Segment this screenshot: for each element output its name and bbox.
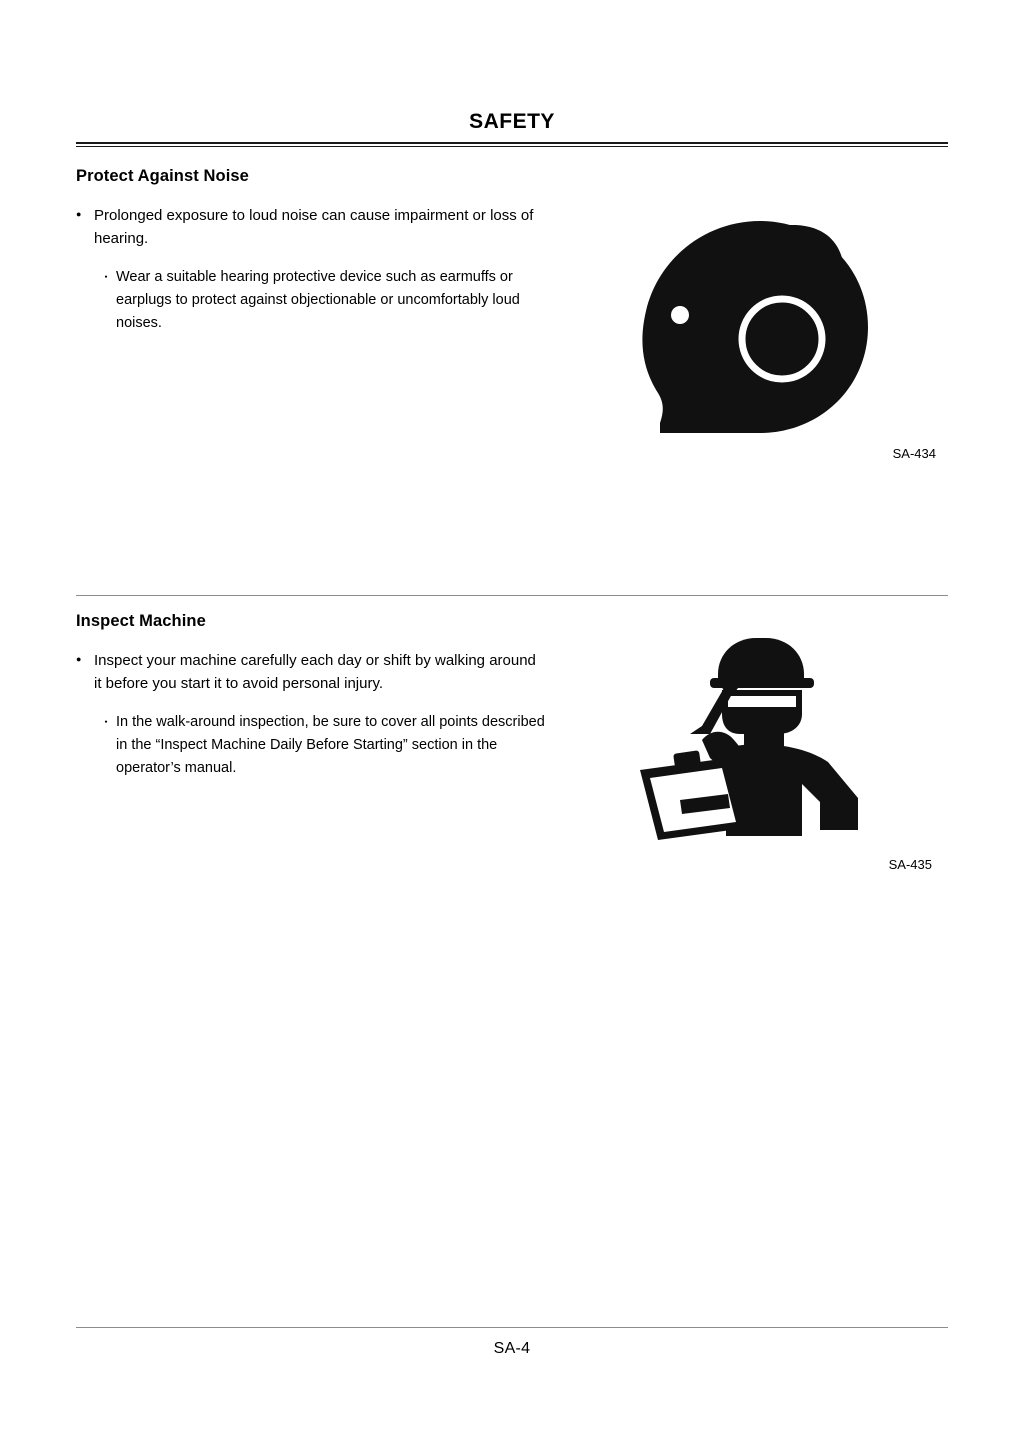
- section-protect-against-noise: [76, 167, 948, 595]
- header-divider: [76, 142, 948, 147]
- head-with-ear-protection-icon: [610, 211, 910, 441]
- sub-bullet-text: Wear a suitable hearing protective device such as earmuffs or earplugs to protect against objectionable or uncomfortably loud noises.: [116, 269, 520, 331]
- figure-inspect-machine: [576, 622, 936, 872]
- figure-caption: SA-435: [888, 857, 932, 872]
- bullet-dot-icon: [76, 649, 94, 673]
- worker-with-clipboard-icon: [606, 622, 906, 852]
- section-title: Protect Against Noise: [76, 167, 249, 185]
- page-number: SA-4: [493, 1340, 531, 1357]
- section-divider: [76, 595, 948, 596]
- page-footer: [76, 1327, 948, 1358]
- sub-bullet-text: In the walk-around inspection, be sure to cover all points described in the “Inspect Machine Daily Before Starting” section in the operator’s manual.: [116, 714, 545, 776]
- bullet-dot-icon: [76, 204, 94, 228]
- section-text-column: [76, 204, 546, 335]
- figure-caption: SA-434: [892, 446, 936, 461]
- bullet-text: Prolonged exposure to loud noise can cause impairment or loss of hearing.: [94, 207, 534, 247]
- list-item: [100, 711, 546, 780]
- section-text-column: [76, 649, 546, 780]
- sub-bullet-dot-icon: [100, 266, 116, 290]
- list-item: [76, 649, 546, 695]
- list-item: [100, 266, 546, 335]
- page-title: SAFETY: [469, 110, 555, 133]
- section-inspect-machine: [76, 612, 948, 1022]
- sub-bullet-dot-icon: [100, 711, 116, 735]
- section-title: Inspect Machine: [76, 612, 206, 630]
- list-item: [76, 204, 546, 250]
- figure-protect-against-noise: [580, 211, 940, 461]
- bullet-text: Inspect your machine carefully each day or shift by walking around it before you start it to avoid personal injury.: [94, 652, 536, 692]
- page-content: [76, 110, 948, 1022]
